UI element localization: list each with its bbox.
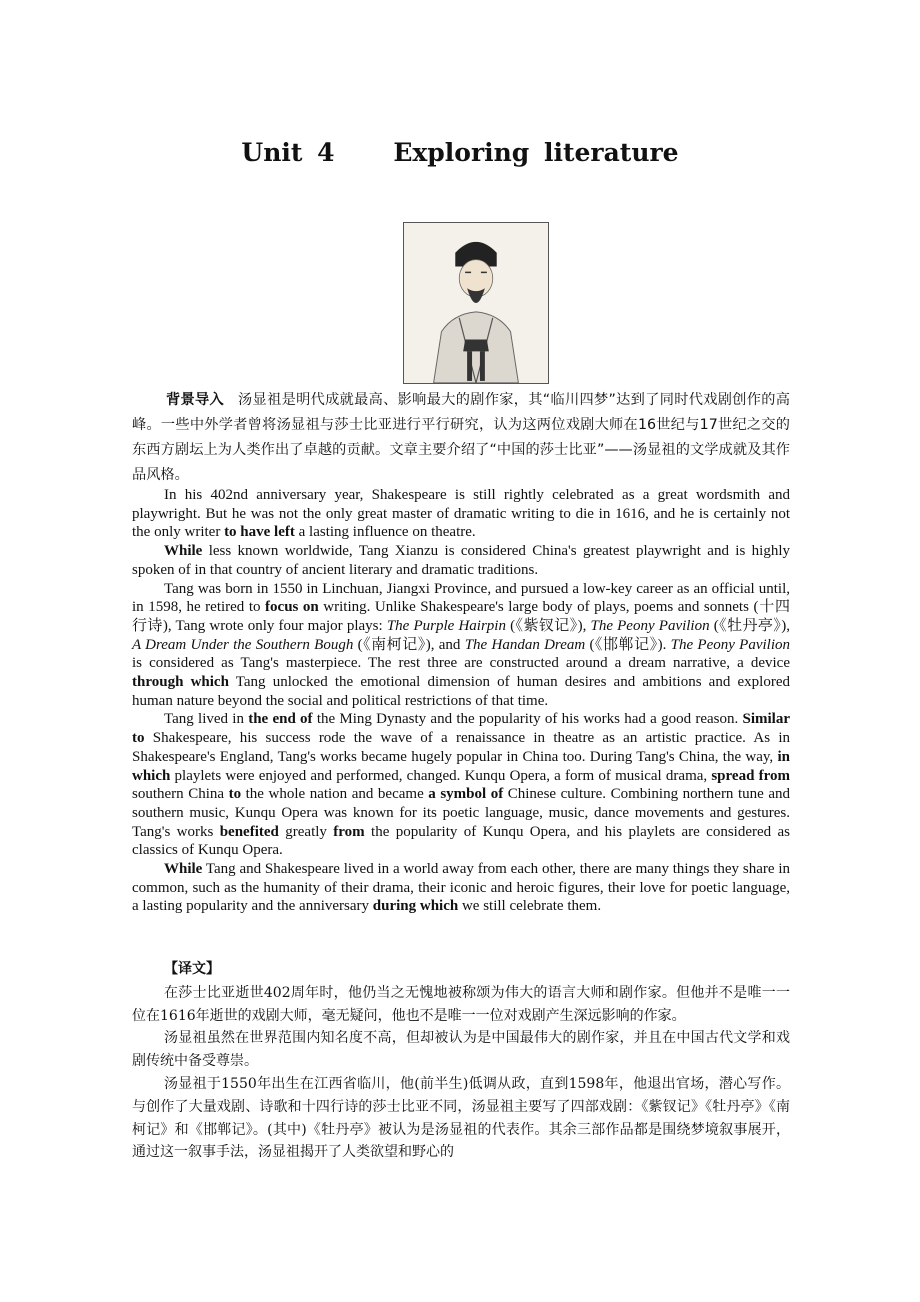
portrait-figure-icon [404,223,548,383]
key-phrase: a symbol of [428,786,504,803]
background-intro [132,388,790,488]
text-run: is considered as Tang's masterpiece. The rest three are constructed around a dream narrative, a device [132,655,790,672]
text-run: (《南柯记》), and [353,636,465,653]
text-run: Tang unlocked the emotional dimension of human desires and ambitions and explored human nature beyond the social and political restrictions of that time. [132,674,790,709]
play-title: The Handan Dream [464,636,586,653]
text-run: southern China [132,786,229,803]
translation-paragraph: 在莎士比亚逝世402周年时，他仍当之无愧地被称颂为伟大的语言大师和剧作家。但他并不是唯一一位在1616年逝世的戏剧大师，毫无疑问，他也不是唯一一位对戏剧产生深远影响的作家。 [132,984,790,1024]
text-run: (《牡丹亭》), [709,617,790,634]
translation-section [132,958,790,1164]
key-phrase: to [228,786,242,803]
intro-text: 汤显祖是明代成就最高、影响最大的剧作家，其“临川四梦”达到了同时代戏剧创作的高峰。一些中外学者曾将汤显祖与莎士比亚进行平行研究，认为这两位戏剧大师在16世纪与17世纪之交的东西方剧坛上为人类作出了卓越的贡献。文章主要介绍了“中国的莎士比亚”——汤显祖的文学成就及其作品风格。 [132,392,790,483]
key-phrase: the end of [248,711,313,728]
key-phrase: during which [372,898,459,915]
text-run: Shakespeare, his success rode the wave of a renaissance in theatre as an artistic practice. As in Shakespeare's England, Tang's works became hugely popular in China too. During Tang's China, the way, [132,730,790,765]
text-run: In his 402nd anniversary year, Shakespeare is still rightly celebrated as a great wordsmith and playwright. But he was not the only great master of dramatic writing to die in 1616, and he is certainly not the only writer [132,487,790,541]
passage-paragraph-1 [132,486,790,542]
text-run: the whole nation and became [241,786,429,803]
text-run: we still celebrate them. [458,898,602,915]
passage-paragraph-3 [132,580,790,711]
passage-paragraph-2 [132,542,790,579]
text-run: the popularity of Kunqu Opera, and his playlets are considered as classics of Kunqu Opera. [132,823,790,859]
play-title: The Purple Hairpin [386,617,506,634]
key-phrase: focus on [265,599,319,616]
text-run: writing. Unlike Shakespeare's large body of plays, poems and sonnets (十四行诗), Tang wrote only four major plays: [132,599,791,634]
key-phrase: to have left [224,524,295,541]
text-run: Tang and Shakespeare lived in a world away from each other, there are many things they share in common, such as the humanity of their drama, their iconic and heroic figures, their love for poetic language, a lasting popularity and the anniversary [132,861,790,915]
translation-paragraph: 汤显祖于1550年出生在江西省临川，他(前半生)低调从政，直到1598年，他退出官场，潜心写作。与创作了大量戏剧、诗歌和十四行诗的莎士比亚不同，汤显祖主要写了四部戏剧：《紫钗记》《牡丹亭》《南柯记》和《邯郸记》。(其中)《牡丹亭》被认为是汤显祖的代表作。其余三部作品都是围绕梦境叙事展开，通过这一叙事手法，汤显祖揭开了人类欲望和野心的 [132,1075,790,1161]
english-passage [132,486,790,916]
key-phrase: in which [132,748,790,784]
intro-label: 背景导入 [166,392,225,408]
passage-paragraph-5 [132,860,790,916]
key-phrase: from [333,823,365,840]
portrait-image [403,222,549,384]
text-run: greatly [278,823,334,840]
key-phrase: Similar to [132,711,790,747]
key-phrase: spread from [711,767,790,784]
text-run: Tang was born in 1550 in Linchuan, Jiangxi Province, and pursued a low-key career as an official until, in 1598, he retired to [132,580,790,616]
key-phrase: benefited [219,823,279,840]
page-title: Unit 4 Exploring literature [241,138,679,167]
play-title: The Peony Pavilion [590,617,710,634]
passage-paragraph-4 [132,710,790,860]
play-title: The Peony Pavilion [670,636,790,653]
key-phrase: While [164,543,203,560]
text-run: (《邯郸记》). [585,636,671,653]
text-run: a lasting influence on theatre. [294,524,476,541]
key-phrase: through which [132,674,229,691]
key-phrase: While [164,861,203,878]
text-run: the Ming Dynasty and the popularity of his works had a good reason. [312,711,743,728]
text-run: less known worldwide, Tang Xianzu is considered China's greatest playwright and is highly spoken of in that country of ancient literary and dramatic traditions. [132,543,790,578]
translation-heading: 【译文】 [164,961,220,977]
text-run: Tang lived in [164,711,249,728]
text-run: (《紫钗记》), [505,617,591,634]
text-run: Chinese culture. Combining northern tune and southern music, Kunqu Opera was known for its poetic language, music, dance movements and gestures. Tang's works [132,786,791,840]
play-title: A Dream Under the Southern Bough [132,636,354,653]
translation-paragraph: 汤显祖虽然在世界范围内知名度不高，但却被认为是中国最伟大的剧作家，并且在中国古代文学和戏剧传统中备受尊崇。 [132,1030,790,1070]
text-run: playlets were enjoyed and performed, changed. Kunqu Opera, a form of musical drama, [170,767,712,784]
